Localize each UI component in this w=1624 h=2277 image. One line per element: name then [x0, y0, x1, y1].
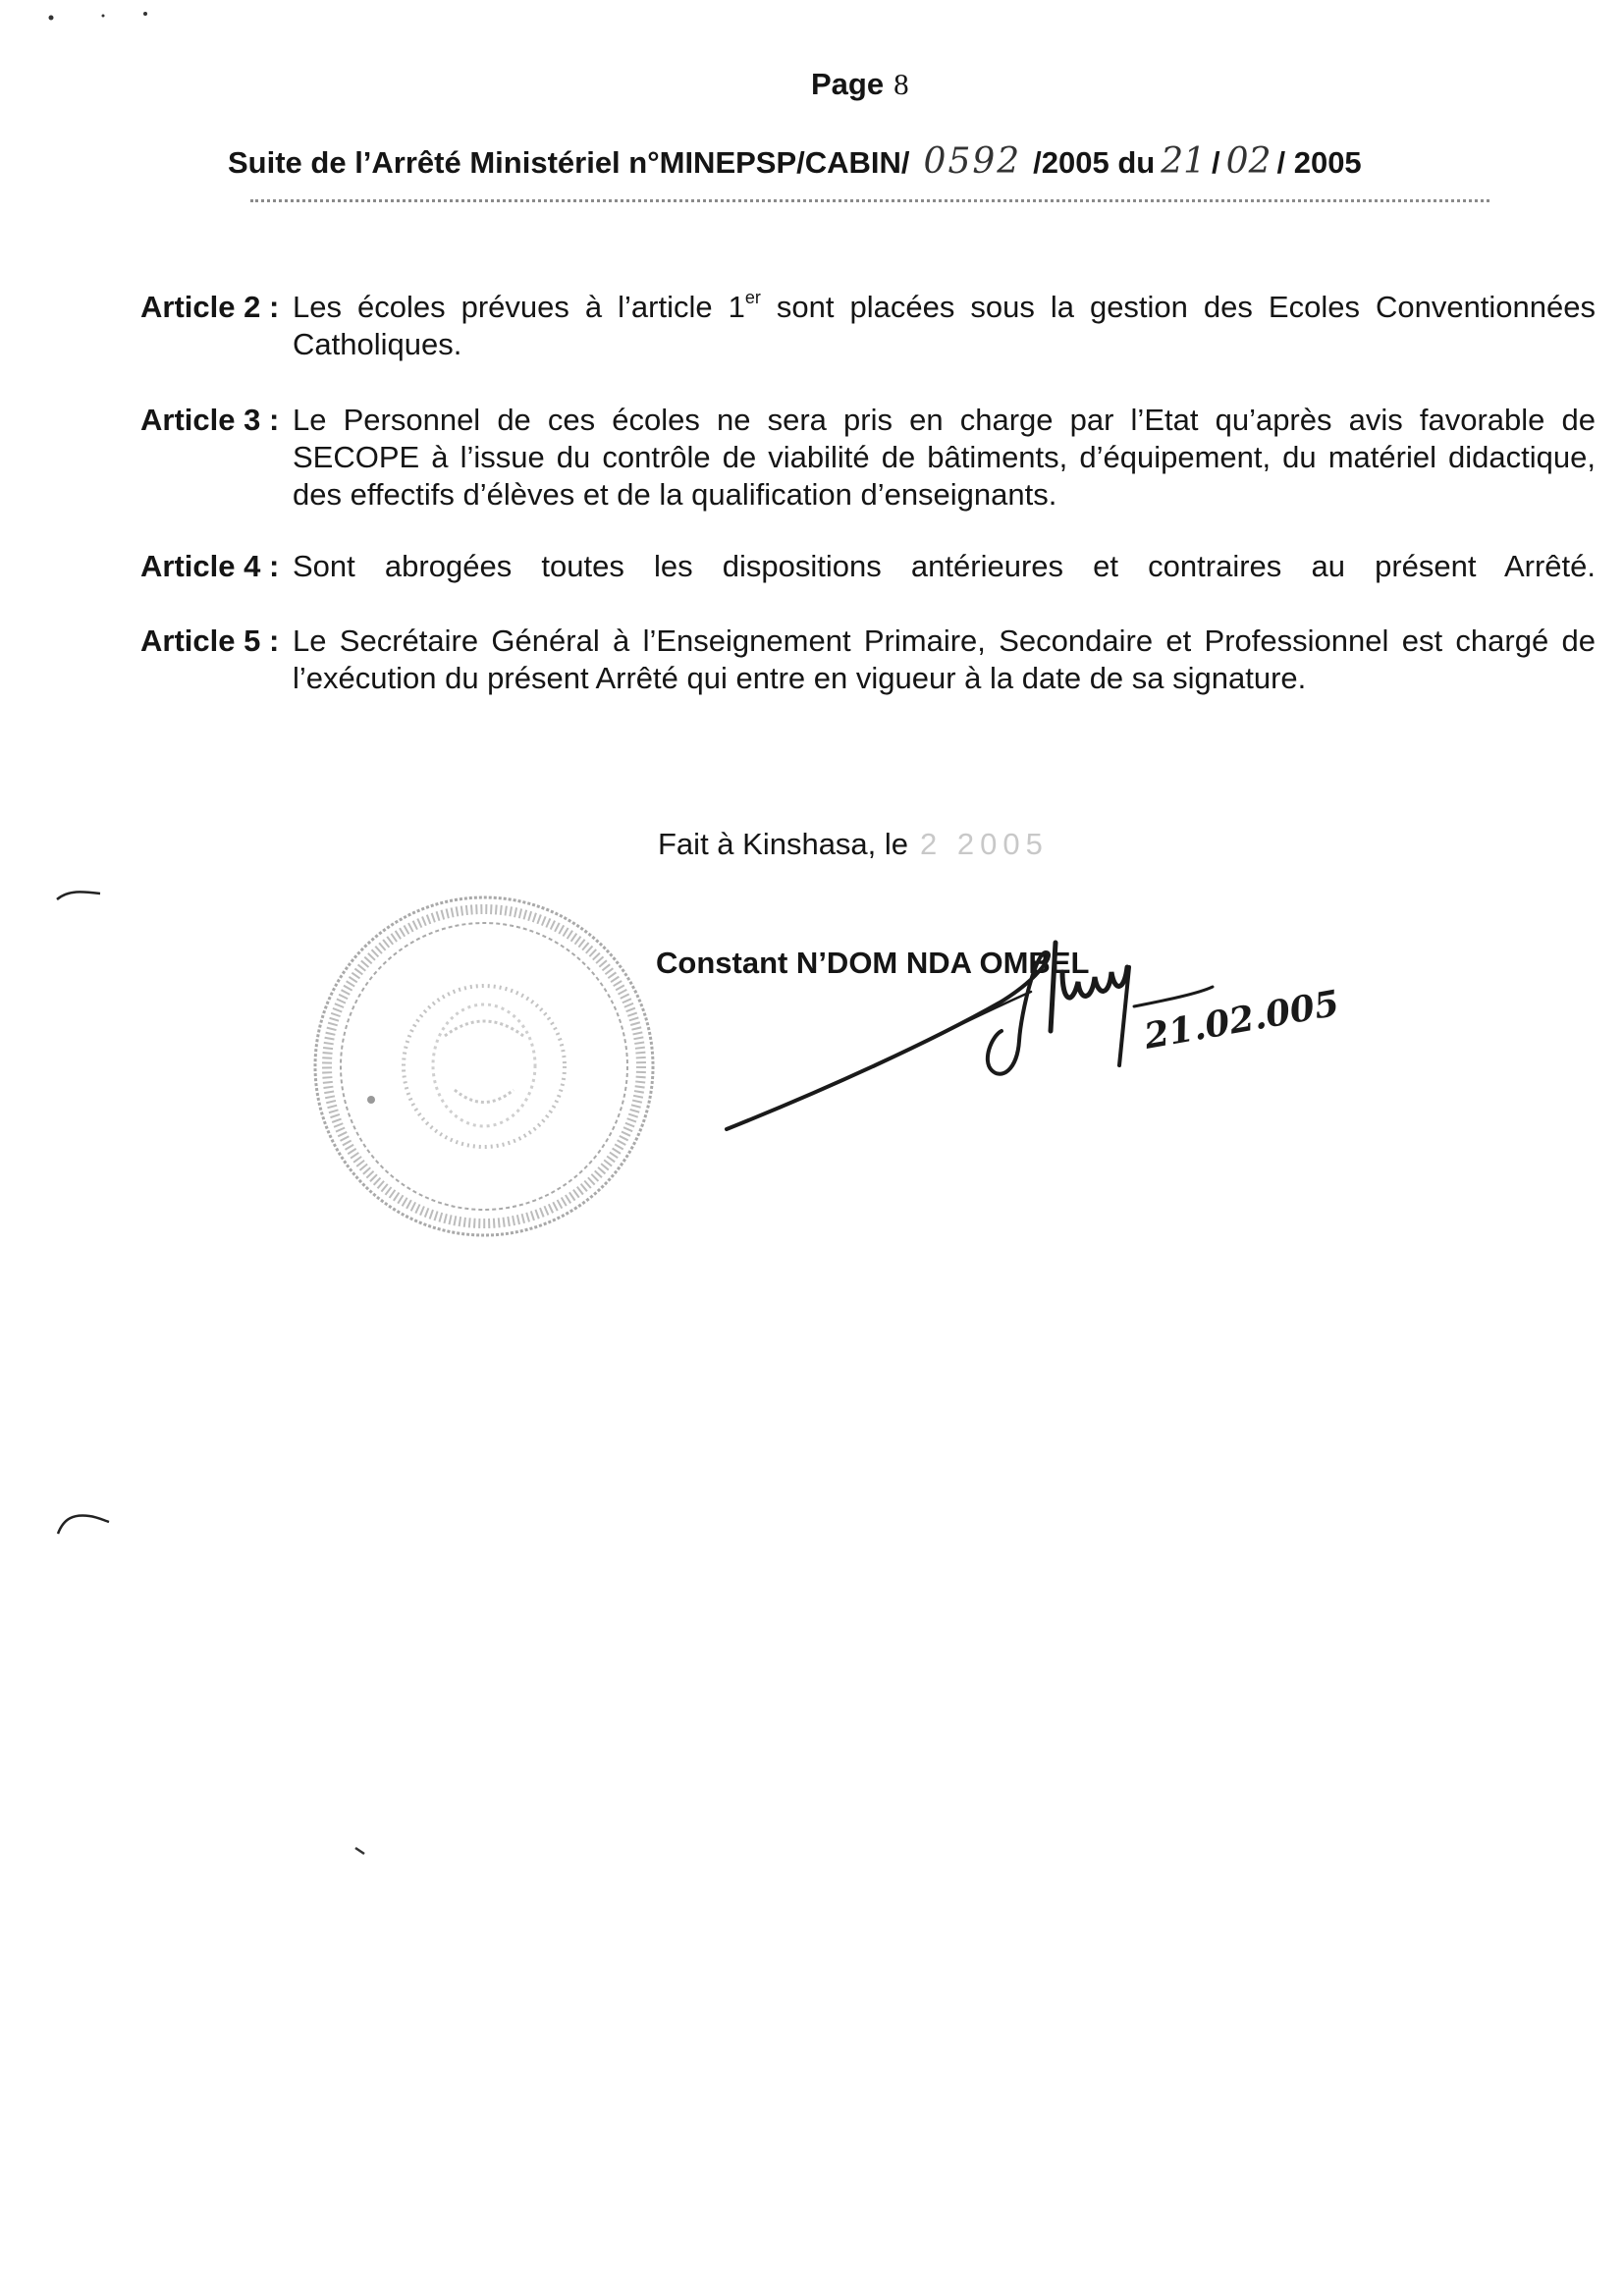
- scan-speck: [54, 1508, 113, 1538]
- article-5: [140, 623, 1596, 697]
- scan-speck: [353, 1846, 367, 1858]
- scan-speck: [44, 10, 162, 29]
- page-number-value: 8: [893, 67, 909, 101]
- dotted-separator-line: [250, 199, 1489, 202]
- faded-date-stamp: 2 2005: [920, 827, 1049, 861]
- article-4-text: Sont abrogées toutes les dispositions antérieures et contraires au présent Arrêté.: [293, 549, 1596, 583]
- decree-year-du: /2005 du: [1033, 145, 1156, 180]
- page-label: Page: [811, 67, 885, 101]
- decree-reference-line: [228, 141, 1362, 182]
- place-and-date-line: [658, 827, 1049, 862]
- article-5-text: Le Secrétaire Général à l’Enseignement Primaire, Secondaire et Professionnel est chargé de l’exécution du présent Arrêté qui entre en vigueur à la date de sa signature.: [293, 623, 1596, 695]
- signer-name: Constant N’DOM NDA OMBEL: [656, 946, 1090, 980]
- decree-reference-prefix: Suite de l’Arrêté Ministériel n°MINEPSP/CABIN/: [228, 145, 910, 180]
- handwritten-signature: [707, 923, 1342, 1149]
- article-2-label: Article 2 :: [140, 290, 280, 324]
- article-5-label: Article 5 :: [140, 623, 280, 658]
- handwritten-month: 02: [1225, 141, 1272, 182]
- page-number: [811, 67, 909, 102]
- place-text: Fait à Kinshasa, le: [658, 827, 909, 861]
- article-4-label: Article 4 :: [140, 549, 280, 583]
- article-2-text: Les écoles prévues à l’article 1er sont placées sous la gestion des Ecoles Conventionnées Catholiques.: [293, 288, 1597, 361]
- article-3-label: Article 3 :: [140, 403, 280, 437]
- article-3-text: Le Personnel de ces écoles ne sera pris en charge par l’Etat qu’après avis favorable de SECOPE à l’issue du contrôle de viabilité de bâtiments, d’équipement, du matériel didactique, des effectifs d’élèves et de la qualification d’enseignants.: [293, 403, 1596, 512]
- article-4: [140, 548, 1596, 585]
- date-separator: /: [1212, 145, 1220, 180]
- article-3: [140, 402, 1596, 514]
- article-2: [140, 289, 1596, 363]
- signature-handwritten-date: 21.02.005: [1141, 982, 1342, 1057]
- scan-speck: [49, 884, 108, 903]
- official-seal-stamp: [307, 889, 661, 1244]
- decree-date-year: / 2005: [1276, 145, 1362, 180]
- handwritten-reference-number: 0592: [923, 141, 1022, 182]
- ordinal-superscript: er: [744, 288, 761, 307]
- handwritten-day: 21: [1161, 141, 1207, 182]
